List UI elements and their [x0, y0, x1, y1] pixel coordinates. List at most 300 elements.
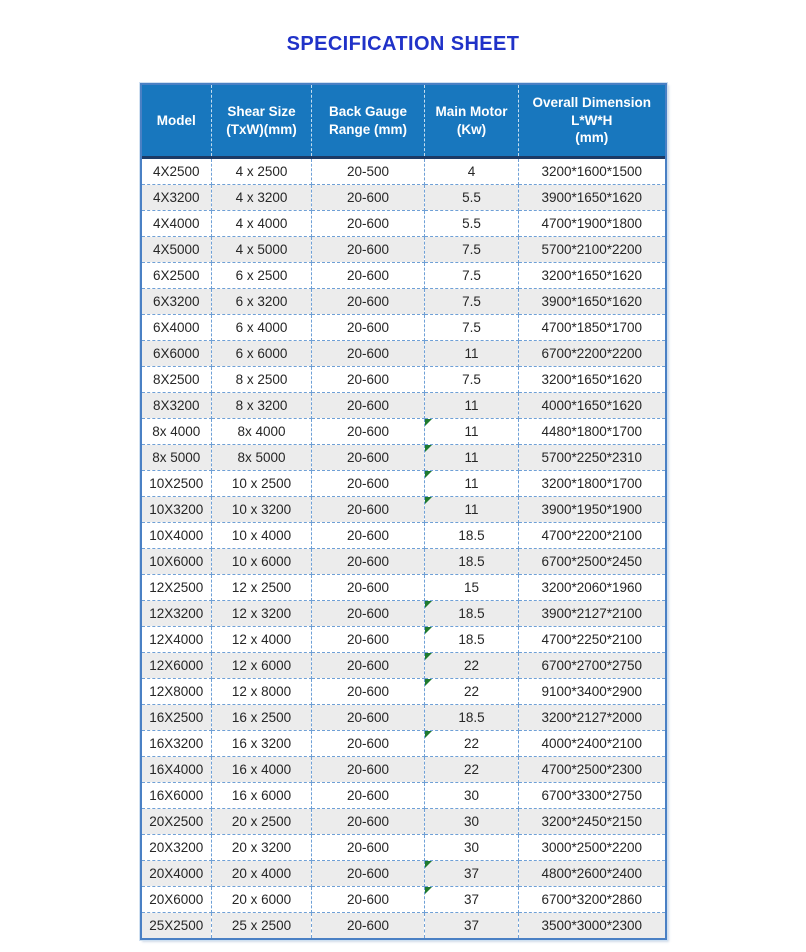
cell-text: 22 — [463, 762, 480, 777]
cell-model — [142, 393, 212, 419]
cell-overall-dimension — [519, 158, 665, 185]
cell-text: 20-600 — [346, 216, 390, 231]
cell-text: 7.5 — [462, 320, 481, 335]
cell-shear-size — [212, 575, 312, 601]
cell-back-gauge — [312, 497, 425, 523]
cell-text: 3200*2450*2150 — [541, 814, 643, 829]
green-corner-marker-icon — [425, 627, 432, 634]
cell-model — [142, 913, 212, 939]
cell-text: 11 — [464, 398, 479, 413]
cell-back-gauge — [312, 601, 425, 627]
cell-overall-dimension — [519, 549, 665, 575]
cell-back-gauge — [312, 158, 425, 185]
cell-overall-dimension — [519, 627, 665, 653]
table-row — [142, 341, 665, 367]
cell-text: 20-600 — [346, 814, 390, 829]
cell-text: 8x 4000 — [237, 424, 286, 439]
table-row — [142, 809, 665, 835]
cell-model — [142, 653, 212, 679]
cell-text: 37 — [463, 918, 480, 933]
cell-text: 10 x 3200 — [231, 502, 292, 517]
cell-text: 12 x 4000 — [231, 632, 292, 647]
cell-text: 4480*1800*1700 — [541, 424, 643, 439]
cell-text: 10X3200 — [149, 502, 204, 517]
cell-model — [142, 887, 212, 913]
cell-text: 11 — [464, 424, 479, 439]
table-row — [142, 549, 665, 575]
cell-text: 18.5 — [458, 554, 485, 569]
cell-main-motor — [425, 263, 519, 289]
cell-shear-size — [212, 185, 312, 211]
table-row — [142, 211, 665, 237]
cell-text: 20-600 — [346, 372, 390, 387]
table-row — [142, 393, 665, 419]
cell-text: 11 — [464, 502, 479, 517]
cell-text: 12X2500 — [149, 580, 204, 595]
cell-shear-size — [212, 627, 312, 653]
table-row — [142, 575, 665, 601]
table-row — [142, 237, 665, 263]
cell-shear-size — [212, 237, 312, 263]
cell-main-motor — [425, 289, 519, 315]
table-row — [142, 705, 665, 731]
cell-overall-dimension — [519, 185, 665, 211]
header-line: Model — [156, 112, 196, 128]
table-row — [142, 757, 665, 783]
cell-shear-size — [212, 158, 312, 185]
cell-text: 11 — [464, 476, 479, 491]
cell-main-motor — [425, 757, 519, 783]
cell-text: 4X2500 — [152, 164, 200, 179]
cell-text: 12X6000 — [149, 658, 204, 673]
cell-text: 8x 5000 — [237, 450, 286, 465]
cell-text: 4000*1650*1620 — [541, 398, 643, 413]
cell-text: 4800*2600*2400 — [541, 866, 643, 881]
cell-text: 30 — [463, 814, 480, 829]
cell-main-motor — [425, 341, 519, 367]
cell-text: 5.5 — [462, 216, 481, 231]
cell-main-motor — [425, 185, 519, 211]
cell-text: 3900*1650*1620 — [541, 190, 643, 205]
cell-back-gauge — [312, 237, 425, 263]
table-row — [142, 679, 665, 705]
cell-text: 10X4000 — [149, 528, 204, 543]
cell-text: 20-600 — [346, 242, 390, 257]
table-row — [142, 887, 665, 913]
cell-back-gauge — [312, 393, 425, 419]
cell-overall-dimension — [519, 315, 665, 341]
cell-model — [142, 809, 212, 835]
cell-text: 12 x 6000 — [231, 658, 292, 673]
cell-overall-dimension — [519, 211, 665, 237]
cell-text: 20 x 4000 — [231, 866, 292, 881]
page-title: SPECIFICATION SHEET — [286, 33, 520, 55]
cell-back-gauge — [312, 523, 425, 549]
cell-text: 4 — [467, 164, 476, 179]
header-line: Back Gauge — [328, 103, 408, 119]
cell-text: 3900*1650*1620 — [541, 294, 643, 309]
cell-text: 22 — [463, 658, 480, 673]
cell-text: 10X6000 — [149, 554, 204, 569]
cell-text: 8 x 3200 — [235, 398, 288, 413]
cell-text: 20-600 — [346, 502, 390, 517]
cell-text: 6700*3300*2750 — [541, 788, 643, 803]
cell-text: 5700*2250*2310 — [541, 450, 643, 465]
cell-text: 3200*2060*1960 — [541, 580, 643, 595]
cell-text: 6 x 4000 — [235, 320, 288, 335]
cell-text: 20X6000 — [149, 892, 204, 907]
cell-text: 20X4000 — [149, 866, 204, 881]
cell-text: 7.5 — [462, 242, 481, 257]
cell-text: 37 — [463, 892, 480, 907]
cell-main-motor — [425, 367, 519, 393]
cell-text: 4000*2400*2100 — [541, 736, 643, 751]
cell-model — [142, 757, 212, 783]
cell-back-gauge — [312, 289, 425, 315]
cell-text: 20-600 — [346, 320, 390, 335]
cell-overall-dimension — [519, 575, 665, 601]
cell-main-motor — [425, 913, 519, 939]
cell-main-motor — [425, 549, 519, 575]
cell-text: 20-500 — [346, 164, 390, 179]
cell-overall-dimension — [519, 913, 665, 939]
cell-shear-size — [212, 679, 312, 705]
cell-overall-dimension — [519, 471, 665, 497]
cell-model — [142, 835, 212, 861]
cell-model — [142, 705, 212, 731]
cell-text: 6700*2700*2750 — [541, 658, 643, 673]
cell-overall-dimension — [519, 289, 665, 315]
cell-shear-size — [212, 601, 312, 627]
cell-model — [142, 315, 212, 341]
cell-overall-dimension — [519, 601, 665, 627]
cell-text: 11 — [464, 346, 479, 361]
table-row — [142, 263, 665, 289]
cell-model — [142, 731, 212, 757]
cell-overall-dimension — [519, 705, 665, 731]
cell-shear-size — [212, 757, 312, 783]
cell-model — [142, 523, 212, 549]
table-row — [142, 185, 665, 211]
cell-model — [142, 861, 212, 887]
cell-back-gauge — [312, 757, 425, 783]
cell-text: 16X4000 — [149, 762, 204, 777]
cell-overall-dimension — [519, 887, 665, 913]
cell-main-motor — [425, 315, 519, 341]
green-corner-marker-icon — [425, 861, 432, 868]
cell-back-gauge — [312, 913, 425, 939]
cell-text: 20-600 — [346, 346, 390, 361]
cell-text: 20-600 — [346, 190, 390, 205]
cell-shear-size — [212, 705, 312, 731]
green-corner-marker-icon — [425, 601, 432, 608]
table-row — [142, 861, 665, 887]
cell-text: 12 x 2500 — [231, 580, 292, 595]
header-line: Range (mm) — [328, 121, 407, 137]
cell-shear-size — [212, 367, 312, 393]
table-row — [142, 289, 665, 315]
cell-overall-dimension — [519, 783, 665, 809]
cell-text: 6 x 6000 — [235, 346, 288, 361]
table-row — [142, 497, 665, 523]
cell-back-gauge — [312, 627, 425, 653]
cell-model — [142, 289, 212, 315]
cell-text: 20-600 — [346, 476, 390, 491]
cell-main-motor — [425, 887, 519, 913]
cell-back-gauge — [312, 575, 425, 601]
cell-text: 20-600 — [346, 840, 390, 855]
cell-main-motor — [425, 445, 519, 471]
cell-text: 37 — [463, 866, 480, 881]
cell-overall-dimension — [519, 237, 665, 263]
cell-main-motor — [425, 861, 519, 887]
cell-back-gauge — [312, 705, 425, 731]
cell-main-motor — [425, 835, 519, 861]
cell-text: 20-600 — [346, 710, 390, 725]
cell-text: 10 x 4000 — [231, 528, 292, 543]
cell-text: 20-600 — [346, 398, 390, 413]
table-row — [142, 731, 665, 757]
cell-text: 20-600 — [346, 762, 390, 777]
cell-text: 16 x 4000 — [231, 762, 292, 777]
cell-overall-dimension — [519, 731, 665, 757]
cell-text: 4700*2200*2100 — [541, 528, 643, 543]
cell-text: 3200*2127*2000 — [541, 710, 643, 725]
cell-text: 6 x 2500 — [235, 268, 288, 283]
cell-back-gauge — [312, 419, 425, 445]
cell-text: 20-600 — [346, 424, 390, 439]
green-corner-marker-icon — [425, 419, 432, 426]
cell-main-motor — [425, 237, 519, 263]
table-row — [142, 419, 665, 445]
cell-back-gauge — [312, 653, 425, 679]
cell-shear-size — [212, 653, 312, 679]
cell-main-motor — [425, 731, 519, 757]
cell-text: 16X3200 — [149, 736, 204, 751]
cell-text: 10 x 6000 — [231, 554, 292, 569]
cell-text: 3900*1950*1900 — [541, 502, 643, 517]
cell-shear-size — [212, 419, 312, 445]
cell-text: 30 — [463, 840, 480, 855]
green-corner-marker-icon — [425, 445, 432, 452]
cell-model — [142, 367, 212, 393]
cell-text: 20-600 — [346, 892, 390, 907]
cell-main-motor — [425, 393, 519, 419]
cell-text: 20-600 — [346, 632, 390, 647]
cell-shear-size — [212, 393, 312, 419]
cell-back-gauge — [312, 211, 425, 237]
cell-back-gauge — [312, 549, 425, 575]
cell-overall-dimension — [519, 757, 665, 783]
cell-text: 20 x 3200 — [231, 840, 292, 855]
cell-text: 4 x 5000 — [235, 242, 288, 257]
cell-text: 20-600 — [346, 580, 390, 595]
cell-overall-dimension — [519, 393, 665, 419]
cell-shear-size — [212, 809, 312, 835]
cell-shear-size — [212, 887, 312, 913]
cell-text: 12X8000 — [149, 684, 204, 699]
cell-model — [142, 497, 212, 523]
cell-text: 4 x 4000 — [235, 216, 288, 231]
table-row — [142, 367, 665, 393]
column-header-model — [142, 85, 212, 158]
cell-overall-dimension — [519, 679, 665, 705]
cell-text: 11 — [464, 450, 479, 465]
header-line: Main Motor — [435, 103, 508, 119]
cell-back-gauge — [312, 679, 425, 705]
table-row — [142, 653, 665, 679]
cell-text: 18.5 — [458, 606, 485, 621]
cell-main-motor — [425, 601, 519, 627]
cell-overall-dimension — [519, 523, 665, 549]
table-row — [142, 601, 665, 627]
cell-main-motor — [425, 419, 519, 445]
cell-text: 4X4000 — [152, 216, 200, 231]
cell-text: 3900*2127*2100 — [541, 606, 643, 621]
cell-main-motor — [425, 471, 519, 497]
cell-text: 16X2500 — [149, 710, 204, 725]
table-row — [142, 315, 665, 341]
cell-model — [142, 185, 212, 211]
cell-text: 20-600 — [346, 788, 390, 803]
cell-text: 4700*1900*1800 — [541, 216, 643, 231]
column-header-main-motor — [425, 85, 519, 158]
cell-model — [142, 627, 212, 653]
cell-text: 3000*2500*2200 — [541, 840, 643, 855]
cell-model — [142, 471, 212, 497]
cell-text: 12X3200 — [149, 606, 204, 621]
cell-text: 25X2500 — [149, 918, 204, 933]
cell-overall-dimension — [519, 419, 665, 445]
table-header — [142, 85, 665, 158]
cell-model — [142, 341, 212, 367]
cell-text: 7.5 — [462, 268, 481, 283]
green-corner-marker-icon — [425, 497, 432, 504]
cell-overall-dimension — [519, 653, 665, 679]
cell-text: 8x 4000 — [152, 424, 201, 439]
cell-text: 20 x 2500 — [231, 814, 292, 829]
table-row — [142, 913, 665, 939]
cell-back-gauge — [312, 783, 425, 809]
cell-shear-size — [212, 549, 312, 575]
specification-table-frame — [140, 83, 667, 940]
cell-text: 20-600 — [346, 554, 390, 569]
cell-text: 22 — [463, 684, 480, 699]
cell-text: 3200*1800*1700 — [541, 476, 643, 491]
green-corner-marker-icon — [425, 679, 432, 686]
cell-text: 4700*2250*2100 — [541, 632, 643, 647]
header-line: (Kw) — [456, 121, 487, 137]
header-row — [142, 85, 665, 158]
cell-model — [142, 601, 212, 627]
green-corner-marker-icon — [425, 887, 432, 894]
cell-model — [142, 679, 212, 705]
specification-table — [142, 85, 665, 938]
cell-main-motor — [425, 809, 519, 835]
green-corner-marker-icon — [425, 471, 432, 478]
cell-back-gauge — [312, 887, 425, 913]
cell-text: 6X4000 — [152, 320, 200, 335]
cell-text: 9100*3400*2900 — [541, 684, 643, 699]
cell-back-gauge — [312, 809, 425, 835]
cell-text: 8X3200 — [152, 398, 200, 413]
cell-back-gauge — [312, 731, 425, 757]
green-corner-marker-icon — [425, 653, 432, 660]
column-header-shear-size — [212, 85, 312, 158]
cell-main-motor — [425, 679, 519, 705]
cell-shear-size — [212, 913, 312, 939]
cell-main-motor — [425, 497, 519, 523]
cell-text: 16 x 3200 — [231, 736, 292, 751]
cell-shear-size — [212, 835, 312, 861]
cell-main-motor — [425, 783, 519, 809]
cell-text: 20X3200 — [149, 840, 204, 855]
table-row — [142, 158, 665, 185]
cell-text: 12 x 3200 — [231, 606, 292, 621]
cell-text: 4 x 3200 — [235, 190, 288, 205]
cell-text: 30 — [463, 788, 480, 803]
cell-text: 6X6000 — [152, 346, 200, 361]
header-line: (TxW)(mm) — [226, 121, 297, 137]
table-row — [142, 523, 665, 549]
cell-text: 10 x 2500 — [231, 476, 292, 491]
table-body — [142, 158, 665, 939]
cell-text: 22 — [463, 736, 480, 751]
table-row — [142, 471, 665, 497]
cell-text: 4X3200 — [152, 190, 200, 205]
cell-text: 8x 5000 — [152, 450, 201, 465]
cell-model — [142, 549, 212, 575]
cell-text: 18.5 — [458, 528, 485, 543]
cell-text: 6X3200 — [152, 294, 200, 309]
cell-text: 6700*2500*2450 — [541, 554, 643, 569]
cell-text: 8 x 2500 — [235, 372, 288, 387]
cell-shear-size — [212, 315, 312, 341]
column-header-back-gauge — [312, 85, 425, 158]
cell-text: 7.5 — [462, 294, 481, 309]
cell-text: 20-600 — [346, 866, 390, 881]
cell-back-gauge — [312, 471, 425, 497]
table-row — [142, 445, 665, 471]
cell-main-motor — [425, 575, 519, 601]
cell-text: 20-600 — [346, 684, 390, 699]
cell-overall-dimension — [519, 835, 665, 861]
cell-text: 20-600 — [346, 294, 390, 309]
cell-text: 3500*3000*2300 — [541, 918, 643, 933]
cell-text: 8X2500 — [152, 372, 200, 387]
cell-text: 20-600 — [346, 918, 390, 933]
cell-shear-size — [212, 861, 312, 887]
cell-shear-size — [212, 471, 312, 497]
cell-text: 12X4000 — [149, 632, 204, 647]
cell-model — [142, 575, 212, 601]
cell-shear-size — [212, 445, 312, 471]
cell-text: 3200*1650*1620 — [541, 268, 643, 283]
cell-model — [142, 419, 212, 445]
cell-text: 16 x 6000 — [231, 788, 292, 803]
cell-text: 6X2500 — [152, 268, 200, 283]
table-row — [142, 627, 665, 653]
cell-text: 10X2500 — [149, 476, 204, 491]
cell-overall-dimension — [519, 263, 665, 289]
cell-model — [142, 263, 212, 289]
cell-overall-dimension — [519, 367, 665, 393]
cell-shear-size — [212, 211, 312, 237]
cell-text: 20X2500 — [149, 814, 204, 829]
cell-text: 18.5 — [458, 632, 485, 647]
cell-model — [142, 237, 212, 263]
cell-main-motor — [425, 653, 519, 679]
